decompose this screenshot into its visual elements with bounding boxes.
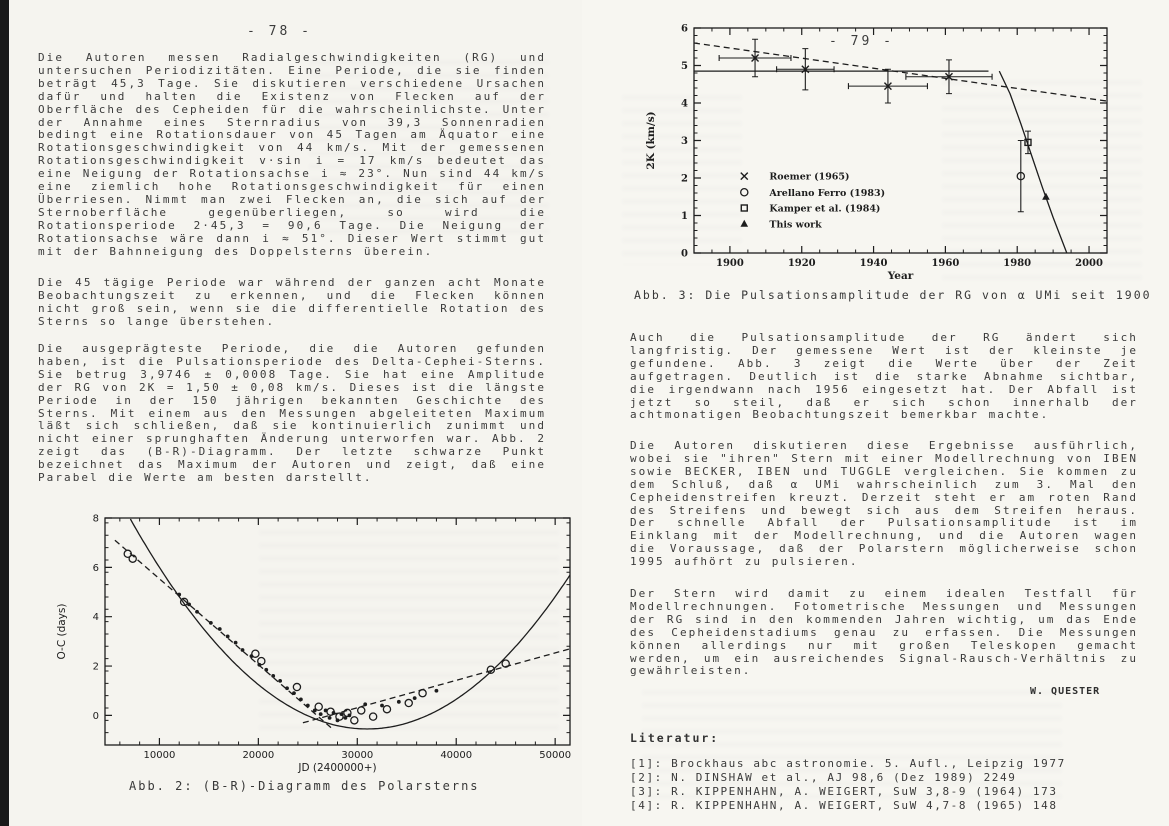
author-signature: W. QUESTER bbox=[1030, 686, 1101, 697]
svg-text:1900: 1900 bbox=[715, 258, 744, 269]
svg-text:Kamper et al. (1984): Kamper et al. (1984) bbox=[769, 203, 881, 215]
figure-2-caption: Abb. 2: (B-R)-Diagramm des Polarsterns bbox=[129, 779, 480, 793]
svg-text:2: 2 bbox=[681, 173, 688, 185]
page-78 bbox=[9, 0, 582, 826]
svg-text:1920: 1920 bbox=[787, 258, 816, 269]
svg-text:1940: 1940 bbox=[859, 258, 888, 269]
svg-text:5: 5 bbox=[681, 61, 688, 72]
figure-3-caption: Abb. 3: Die Pulsationsamplitude der RG von α UMi seit 1900 bbox=[634, 288, 1152, 302]
svg-text:0: 0 bbox=[681, 248, 688, 260]
scan-left-border bbox=[0, 0, 9, 826]
figure-2-br-diagram bbox=[39, 505, 579, 780]
svg-text:6: 6 bbox=[681, 23, 688, 35]
svg-text:Roemer (1965): Roemer (1965) bbox=[769, 171, 850, 183]
svg-text:3: 3 bbox=[681, 136, 688, 147]
reference-4: [4]: R. KIPPENHAHN, A. WEIGERT, SuW 4,7-8 (1965) 148 bbox=[630, 799, 1058, 812]
reference-1: [1]: Brockhaus abc astronomie. 5. Aufl., Leipzig 1977 bbox=[630, 757, 1066, 770]
svg-text:2K (km/s): 2K (km/s) bbox=[645, 111, 657, 170]
svg-text:1960: 1960 bbox=[931, 258, 960, 269]
svg-text:O-C (days): O-C (days) bbox=[56, 603, 68, 660]
svg-text:1: 1 bbox=[681, 211, 688, 222]
svg-text:2000: 2000 bbox=[1075, 258, 1103, 269]
svg-text:4: 4 bbox=[681, 98, 688, 110]
page-79 bbox=[582, 0, 1169, 826]
paragraph-model-comparison: Die Autoren diskutieren diese Ergebnisse ausführlich, wobei sie "ihren" Stern mit einer Modellrechnung von IBEN sowie BECKER, IBEN und TUGGLE vergleichen. Sie kommen zu dem Schluß, daß α UMi wahrscheinlich zum 3. Mal den Cepheidenstreifen kreuzt. Derzeit steht er am roten Rand des Streifens und bewegt sich aus dem Streifen heraus. Der schnelle Abfall der Pulsationsamplitude ist im Einklang mit der Modellrechnung, und die Autoren wagen die Voraussage, daß der Polarstern möglicherweise schon 1995 aufhört zu pulsieren. bbox=[630, 439, 1138, 569]
paragraph-test-case: Der Stern wird damit zu einem idealen Testfall für Modellrechnungen. Fotometrische Messungen und Messungen der RG sind in den kommenden Jahren wichtig, um das Ende des Cepheidenstadiums genau zu erfassen. Die Messungen können allerdings nur mit großen Teleskopen gemacht werden, um ein ausreichendes Signal-Rausch-Verhältnis zu gewährleisten. bbox=[630, 587, 1138, 678]
reference-3: [3]: R. KIPPENHAHN, A. WEIGERT, SuW 3,8-9 (1964) 173 bbox=[630, 785, 1058, 798]
page-number-left: - 78 - bbox=[247, 24, 312, 39]
literature-heading: Literatur: bbox=[630, 731, 720, 745]
svg-text:10000: 10000 bbox=[143, 750, 176, 761]
svg-text:2: 2 bbox=[92, 661, 99, 673]
svg-text:Arellano Ferro (1983): Arellano Ferro (1983) bbox=[769, 187, 886, 199]
reference-2: [2]: N. DINSHAW et al., AJ 98,6 (Dez 1989) 2249 bbox=[630, 771, 1017, 784]
svg-text:0: 0 bbox=[92, 710, 99, 722]
paragraph-rotation: Die Autoren messen Radialgeschwindigkeiten (RG) und untersuchen Periodizitäten. Eine Periode, die sie finden beträgt 45,3 Tage. Sie diskutieren verschiedene Ursachen dafür und halten die Existenz von Flecken auf der Oberfläche des Cepheiden für die wahrscheinlichste. Unter der Annahme eines Sternradius von 39,3 Sonnenradien bedingt eine Rotationsdauer von 45 Tagen am Äquator eine Rotationsgeschwindigkeit von 44 km/s. Mit der gemessenen Rotationsgeschwindigkeit v·sin i = 17 km/s bedeutet das eine Neigung der Rotationsachse i ≈ 23°. Nun sind 44 km/s eine ziemlich hohe Rotationsgeschwindigkeit für einen Überriesen. Nimmt man zwei Flecken an, die sich auf der Sternoberfläche gegenüberliegen, so wird die Rotationsperiode 2·45,3 = 90,6 Tage. Die Neigung der Rotationsachse wäre dann i ≈ 51°. Dieser Wert stimmt gut mit der Bahnneigung des Doppelsterns überein. bbox=[38, 51, 546, 258]
svg-text:Year: Year bbox=[887, 270, 914, 282]
svg-text:6: 6 bbox=[92, 562, 99, 574]
svg-text:40000: 40000 bbox=[440, 750, 473, 761]
paragraph-45d-period: Die 45 tägige Periode war während der ganzen acht Monate Beobachtungszeit zu erkennen, und die Flecken können nicht groß sein, wenn sie die differentielle Rotation des Sterns so lange überstehen. bbox=[38, 276, 546, 328]
svg-text:This work: This work bbox=[769, 219, 822, 231]
svg-text:50000: 50000 bbox=[539, 750, 572, 761]
svg-text:30000: 30000 bbox=[341, 750, 374, 761]
paragraph-pulsation-period: Die ausgeprägteste Periode, die die Autoren gefunden haben, ist die Pulsationsperiode des Delta-Cephei-Sterns. Sie betrug 3,9746 ± 0,0008 Tage. Sie hat eine Amplitude der RG von 2K = 1,50 ± 0,08 km/s. Dieses ist die längste Periode in der 150 jährigen bekannten Geschichte des Sterns. Mit einem aus den Messungen abgeleiteten Maximum läßt sich schließen, daß sie kontinuierlich zunimmt und nicht einer sprunghaften Änderung unterworfen war. Abb. 2 zeigt das (B-R)-Diagramm. Der letzte schwarze Punkt bezeichnet das Maximum der Autoren und zeigt, daß eine Parabel die Werte am besten darstellt. bbox=[38, 342, 546, 485]
svg-text:20000: 20000 bbox=[242, 750, 275, 761]
figure-3-amplitude-chart bbox=[637, 10, 1167, 310]
page-number-right: - 79 - bbox=[829, 34, 894, 49]
svg-text:1980: 1980 bbox=[1003, 258, 1032, 269]
svg-text:4: 4 bbox=[92, 612, 99, 624]
paragraph-amplitude-decline: Auch die Pulsationsamplitude der RG ändert sich langfristig. Der gemessene Wert ist der kleinste je gefundene. Abb. 3 zeigt die Werte über der Zeit aufgetragen. Deutlich ist die starke Abnahme sichtbar, die irgendwann nach 1956 eingesetzt hat. Der Abfall ist jetzt so steil, daß er sich schon innerhalb der achtmonatigen Beobachtungszeit bemerkbar machte. bbox=[630, 331, 1138, 422]
svg-text:8: 8 bbox=[92, 513, 99, 525]
svg-text:JD (2400000+): JD (2400000+) bbox=[298, 762, 377, 774]
